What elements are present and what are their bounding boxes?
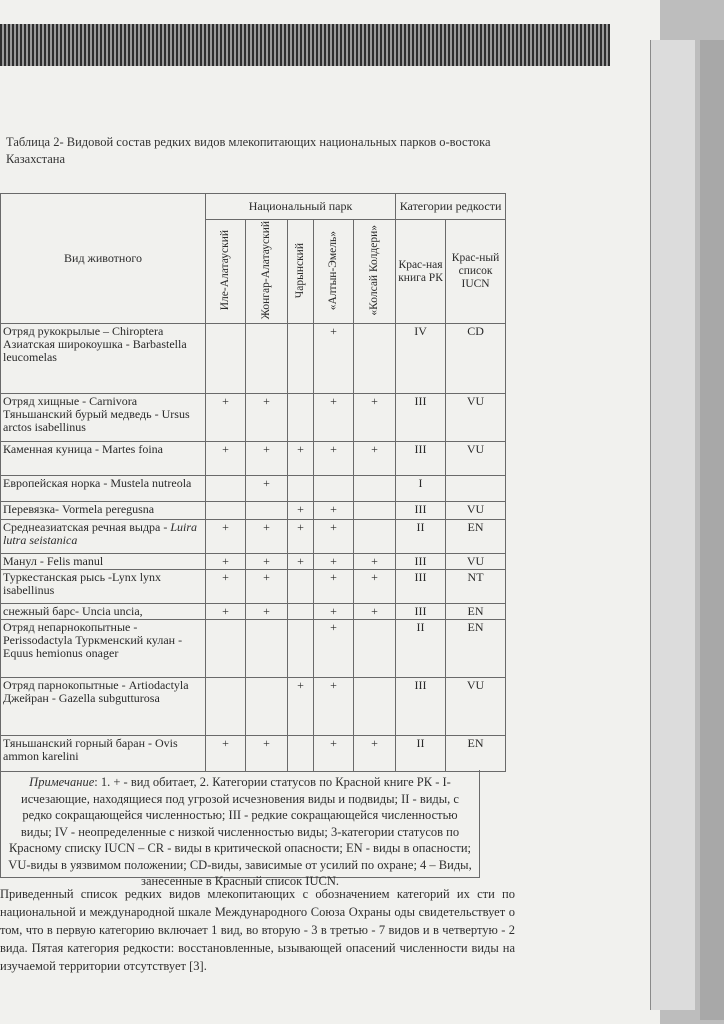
iucn-category: EN (446, 736, 506, 772)
red-book-category: II (396, 620, 446, 678)
species-name: Отряд непарнокопытные - Perissodactyla Туркменский кулан - Equus hemionus onager (1, 620, 206, 678)
note-label: Примечание (29, 775, 95, 789)
presence-mark: + (288, 554, 314, 570)
presence-mark: + (246, 554, 288, 570)
iucn-category: NT (446, 570, 506, 604)
presence-mark: + (206, 520, 246, 554)
presence-mark: + (354, 554, 396, 570)
table-row (1, 324, 506, 394)
presence-mark (354, 520, 396, 554)
presence-mark: + (314, 678, 354, 736)
presence-mark (288, 394, 314, 442)
presence-mark (354, 324, 396, 394)
presence-mark (288, 570, 314, 604)
presence-mark (354, 476, 396, 502)
presence-mark (354, 620, 396, 678)
presence-mark (206, 620, 246, 678)
category-header-label: Крас-ный список IUCN (451, 252, 500, 291)
species-name: Отряд хищные - Carnivora Тяньшанский бурый медведь - Ursus arctos isabellinus (1, 394, 206, 442)
presence-mark (206, 502, 246, 520)
presence-mark: + (314, 570, 354, 604)
species-name: Отряд парнокопытные - Artiodactyla Джейран - Gazella subgutturosa (1, 678, 206, 736)
presence-mark: + (206, 736, 246, 772)
presence-mark: + (354, 604, 396, 620)
presence-mark: + (246, 520, 288, 554)
iucn-category: VU (446, 442, 506, 476)
header-scan-band (0, 24, 610, 66)
presence-mark (288, 620, 314, 678)
body-paragraph (0, 885, 515, 975)
presence-mark (246, 620, 288, 678)
iucn-category: EN (446, 604, 506, 620)
presence-mark: + (314, 604, 354, 620)
presence-mark (354, 502, 396, 520)
presence-mark: + (354, 736, 396, 772)
red-book-category: II (396, 520, 446, 554)
presence-mark: + (354, 570, 396, 604)
presence-mark: + (288, 442, 314, 476)
iucn-category: VU (446, 678, 506, 736)
presence-mark (206, 678, 246, 736)
presence-mark: + (288, 520, 314, 554)
red-book-category: III (396, 394, 446, 442)
park-header-1 (246, 220, 288, 324)
presence-mark (314, 476, 354, 502)
presence-mark (206, 476, 246, 502)
red-book-category: III (396, 570, 446, 604)
red-book-category: III (396, 554, 446, 570)
red-book-category: III (396, 604, 446, 620)
iucn-category: VU (446, 502, 506, 520)
species-name: Тяньшанский горный баран - Ovis ammon karelini (1, 736, 206, 772)
red-book-category: III (396, 442, 446, 476)
species-name: Каменная куница - Martes foina (1, 442, 206, 476)
presence-mark: + (206, 604, 246, 620)
presence-mark: + (354, 394, 396, 442)
table-row (1, 570, 506, 604)
presence-mark: + (314, 394, 354, 442)
presence-mark: + (246, 394, 288, 442)
table-note (0, 770, 480, 888)
category-header-1 (446, 220, 506, 324)
presence-mark: + (314, 502, 354, 520)
species-name: снежный барс- Uncia uncia, (1, 604, 206, 620)
table-row (1, 678, 506, 736)
presence-mark (288, 604, 314, 620)
presence-mark (246, 324, 288, 394)
species-table (0, 193, 506, 772)
table-row (1, 620, 506, 678)
next-page-edge (650, 40, 695, 1010)
iucn-category: EN (446, 620, 506, 678)
table-row (1, 502, 506, 520)
presence-mark: + (246, 476, 288, 502)
category-header-0 (396, 220, 446, 324)
category-group-header: Категории редкости (396, 194, 506, 220)
presence-mark: + (288, 678, 314, 736)
presence-mark (206, 324, 246, 394)
note-text: : 1. + - вид обитает, 2. Категории статусов по Красной книге РК - I-исчезающие, находящиеся под угрозой исчезновения виды и подвиды; II - виды, с редко сокращающейся численностью; III - редкие сокращающейся численностью виды; IV - неопределенные с низкой численностью виды; 3-категории статусов по Красному списку IUCN – CR - виды в критической опасности; EN - виды в опасности; VU-виды в уязвимом положении; CD-виды, зависимые от усилий по охране; 4 – Виды, занесенные в Красный список IUCN. (8, 775, 472, 888)
species-name: Манул - Felis manul (1, 554, 206, 570)
park-header-label: Жонгар-Алатауский (260, 221, 272, 320)
presence-mark: + (288, 502, 314, 520)
red-book-category: I (396, 476, 446, 502)
iucn-category: VU (446, 554, 506, 570)
iucn-category (446, 476, 506, 502)
presence-mark: + (246, 442, 288, 476)
presence-mark: + (246, 736, 288, 772)
presence-mark: + (314, 520, 354, 554)
table-row (1, 394, 506, 442)
presence-mark: + (314, 442, 354, 476)
category-header-label: Крас-ная книга РК (398, 258, 443, 284)
presence-mark (246, 678, 288, 736)
presence-mark (288, 324, 314, 394)
table-row (1, 442, 506, 476)
body-text: Приведенный список редких видов млекопитающих с обозначением категорий их сти по национальной и международной шкале Международного Союза Охраны оды свидетельствует о том, что в первую категорию включает 1 вид, во вторую - 3 в третью - 7 видов и в четвертую - 2 вида. Пятая категория редкости: восстановленные, ызывающей опасений численности виды на изучаемой территории отсутствует [3]. (0, 887, 515, 973)
table-row (1, 476, 506, 502)
binding-shadow (700, 40, 724, 1020)
presence-mark: + (246, 604, 288, 620)
red-book-category: III (396, 502, 446, 520)
presence-mark: + (206, 394, 246, 442)
presence-mark: + (206, 442, 246, 476)
park-header-label: Иле-Алатауский (219, 230, 231, 311)
presence-mark: + (314, 324, 354, 394)
table-row (1, 736, 506, 772)
park-header-label: Чарынский (294, 242, 306, 298)
park-header-label: «Алтын-Эмель» (327, 230, 339, 310)
park-header-label: «Колсай Колдери» (368, 224, 381, 316)
presence-mark (288, 476, 314, 502)
table-caption: Таблица 2- Видовой состав редких видов млекопитающих национальных парков о-востока Казахстана (6, 135, 491, 166)
species-name: Туркестанская рысь -Lynx lynx isabellinus (1, 570, 206, 604)
park-header-0 (206, 220, 246, 324)
presence-mark: + (246, 570, 288, 604)
iucn-category: CD (446, 324, 506, 394)
park-header-3 (314, 220, 354, 324)
red-book-category: III (396, 678, 446, 736)
iucn-category: EN (446, 520, 506, 554)
park-header-4 (354, 220, 396, 324)
red-book-category: IV (396, 324, 446, 394)
iucn-category: VU (446, 394, 506, 442)
presence-mark (354, 678, 396, 736)
presence-mark (246, 502, 288, 520)
park-group-header: Национальный парк (206, 194, 396, 220)
park-header-2 (288, 220, 314, 324)
table-row (1, 520, 506, 554)
species-name: Европейская норка - Mustela nutreola (1, 476, 206, 502)
species-column-header: Вид животного (1, 194, 206, 324)
species-name: Отряд рукокрылые – Chiroptera Азиатская широкоушка - Barbastella leucomelas (1, 324, 206, 394)
species-name: Среднеазиатская речная выдра - Luira lutra seistanica (1, 520, 206, 554)
presence-mark: + (206, 570, 246, 604)
species-name: Перевязка- Vormela peregusna (1, 502, 206, 520)
presence-mark: + (314, 554, 354, 570)
presence-mark: + (354, 442, 396, 476)
presence-mark (288, 736, 314, 772)
table-row (1, 604, 506, 620)
table-row (1, 554, 506, 570)
red-book-category: II (396, 736, 446, 772)
presence-mark: + (314, 736, 354, 772)
presence-mark: + (314, 620, 354, 678)
presence-mark: + (206, 554, 246, 570)
